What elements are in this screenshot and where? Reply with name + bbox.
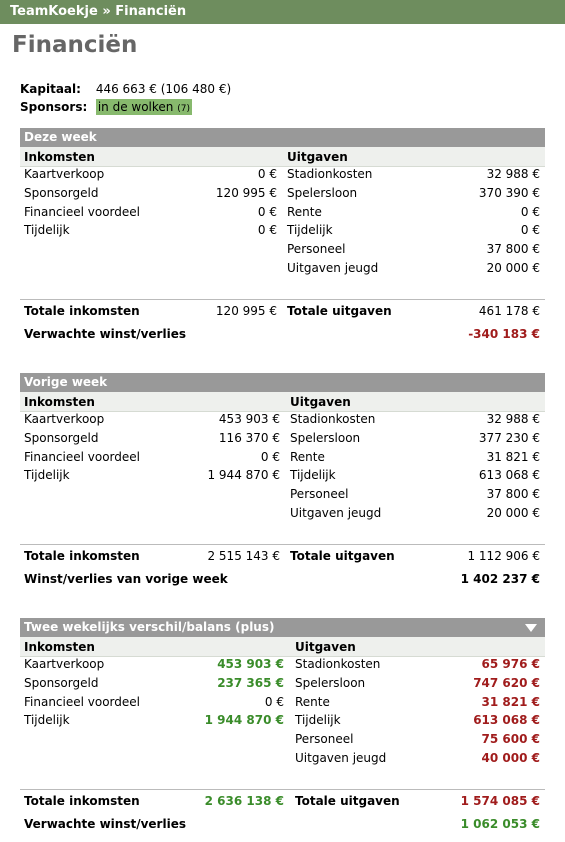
income-label: Financieel voordeel [24,204,140,219]
expense-value: 370 390 € [478,185,540,200]
expense-label: Stadionkosten [287,167,373,181]
expense-value: 377 230 € [478,430,540,445]
result-label: Verwachte winst/verlies [24,817,186,831]
expense-label: Stadionkosten [290,412,376,426]
total-expense-label: Totale uitgaven [287,304,392,318]
result-value: 1 062 053 € [460,817,540,831]
expense-label: Spelersloon [295,675,366,690]
income-value: 453 903 € [217,657,284,671]
capital-row [20,82,231,96]
totals-divider [20,299,545,300]
result-value: -340 183 € [468,327,540,341]
column-headers [20,637,545,657]
section-header[interactable] [20,618,545,637]
total-expense-value: 461 178 € [478,304,540,318]
column-headers [20,392,545,412]
totals-divider [20,544,545,545]
section-title: Deze week [24,130,97,144]
totals-divider [20,789,545,790]
income-label: Tijdelijk [24,713,70,728]
income-value: 1 944 870 € [207,468,280,483]
expense-label: Uitgaven jeugd [295,751,387,765]
page-title: Financiën [12,32,138,58]
total-expense-value: 1 574 085 € [460,794,540,808]
expense-label: Personeel [290,487,349,502]
income-label: Financieel voordeel [24,694,140,709]
income-header: Inkomsten [24,150,95,164]
total-income-label: Totale inkomsten [24,304,140,318]
income-header: Inkomsten [24,395,95,409]
expense-value: 31 821 € [481,694,540,709]
expense-value: 613 068 € [478,468,540,483]
expense-label: Rente [287,204,322,219]
expense-label: Spelersloon [287,185,358,200]
column-headers [20,147,545,167]
expense-header: Uitgaven [290,395,351,409]
section-last-week [20,373,545,586]
expense-label: Tijdelijk [290,468,336,483]
total-income-label: Totale inkomsten [24,549,140,563]
total-expense-value: 1 112 906 € [467,549,540,563]
expense-value: 32 988 € [486,167,540,181]
income-value: 120 995 € [215,185,277,200]
expense-label: Uitgaven jeugd [287,261,379,275]
sponsors-row [20,100,192,114]
sponsors-value: in de wolken [97,100,174,114]
income-value: 1 944 870 € [204,713,284,728]
income-value: 116 370 € [218,430,280,445]
income-value: 237 365 € [217,675,284,690]
result-label: Winst/verlies van vorige week [24,572,228,586]
total-expense-label: Totale uitgaven [290,549,395,563]
income-value: 0 € [257,204,277,219]
total-income-value: 120 995 € [215,304,277,318]
expense-value: 747 620 € [473,675,540,690]
breadcrumb[interactable]: TeamKoekje » Financiën [10,4,187,19]
section-header [20,373,545,392]
expense-value: 20 000 € [486,261,540,275]
triangle-down-icon[interactable] [525,624,537,632]
income-label: Financieel voordeel [24,449,140,464]
section-title: Vorige week [24,375,108,389]
expense-label: Uitgaven jeugd [290,506,382,520]
top-breadcrumb-bar [0,0,565,24]
sponsors-level: (7) [177,104,190,114]
income-value: 0 € [257,167,277,181]
total-income-value: 2 636 138 € [204,794,284,808]
section-two-weeks [20,618,545,831]
expense-value: 75 600 € [481,732,540,747]
income-value: 0 € [257,223,277,238]
section-this-week [20,128,545,341]
expense-value: 65 976 € [481,657,540,671]
expense-label: Spelersloon [290,430,361,445]
income-label: Kaartverkoop [24,657,105,671]
expense-value: 37 800 € [486,242,540,257]
result-value: 1 402 237 € [460,572,540,586]
income-label: Sponsorgeld [24,675,99,690]
expense-value: 613 068 € [473,713,540,728]
income-label: Kaartverkoop [24,412,105,426]
expense-header: Uitgaven [287,150,348,164]
expense-label: Personeel [287,242,346,257]
expense-label: Personeel [295,732,354,747]
income-label: Kaartverkoop [24,167,105,181]
total-expense-label: Totale uitgaven [295,794,400,808]
expense-label: Rente [295,694,330,709]
expense-value: 31 821 € [486,449,540,464]
sponsors-badge [96,99,192,115]
capital-label: Kapitaal: [20,82,81,96]
section-header [20,128,545,147]
expense-label: Tijdelijk [295,713,341,728]
income-value: 0 € [260,449,280,464]
income-label: Sponsorgeld [24,185,99,200]
sponsors-label: Sponsors: [20,100,88,114]
income-label: Sponsorgeld [24,430,99,445]
expense-value: 0 € [520,204,540,219]
section-title: Twee wekelijks verschil/balans (plus) [24,620,275,634]
expense-value: 32 988 € [486,412,540,426]
result-label: Verwachte winst/verlies [24,327,186,341]
income-header: Inkomsten [24,640,95,654]
expense-label: Stadionkosten [295,657,381,671]
capital-value: 446 663 € (106 480 €) [95,82,232,96]
income-label: Tijdelijk [24,223,70,238]
expense-value: 20 000 € [486,506,540,520]
expense-value: 37 800 € [486,487,540,502]
expense-label: Rente [290,449,325,464]
income-value: 0 € [264,694,284,709]
total-income-label: Totale inkomsten [24,794,140,808]
expense-header: Uitgaven [295,640,356,654]
expense-value: 40 000 € [481,751,540,765]
expense-label: Tijdelijk [287,223,333,238]
expense-value: 0 € [520,223,540,238]
income-value: 453 903 € [218,412,280,426]
total-income-value: 2 515 143 € [207,549,280,563]
income-label: Tijdelijk [24,468,70,483]
